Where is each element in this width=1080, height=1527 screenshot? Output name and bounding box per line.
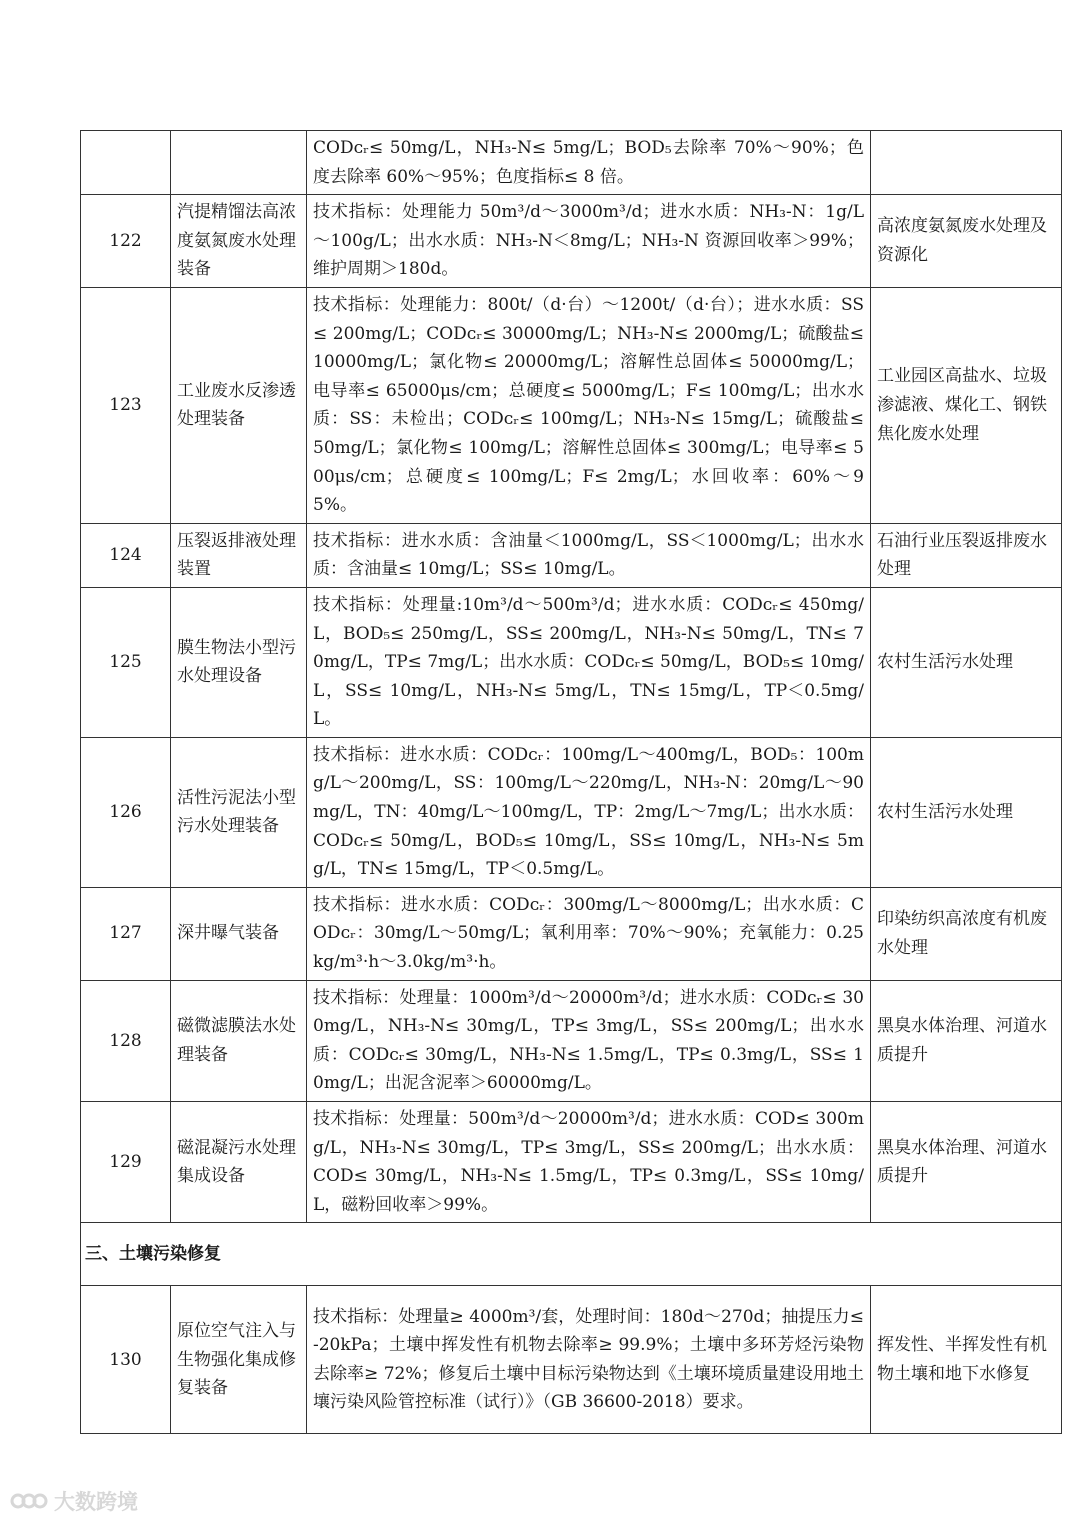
row-number-cell: 123	[81, 287, 171, 523]
section-header-row	[81, 1223, 1062, 1286]
equipment-name-cell: 工业废水反渗透处理装备	[171, 287, 307, 523]
table-row-124	[81, 523, 1062, 587]
table-row-129	[81, 1102, 1062, 1223]
watermark	[10, 1486, 138, 1516]
row-number-cell: 129	[81, 1102, 171, 1223]
equipment-name-cell: 压裂返排液处理装置	[171, 523, 307, 587]
row-number-cell: 124	[81, 523, 171, 587]
table-row-126	[81, 737, 1062, 887]
row-number-cell: 126	[81, 737, 171, 887]
watermark-logo-icon	[10, 1488, 48, 1514]
technical-spec-cell: 技术指标：进水水质：含油量＜1000mg/L，SS＜1000mg/L；出水水质：含油量≤ 10mg/L；SS≤ 10mg/L。	[307, 523, 871, 587]
application-cell: 农村生活污水处理	[871, 587, 1062, 737]
equipment-name-cell	[171, 131, 307, 195]
technical-spec-cell: 技术指标：处理能力：800t/（d·台）～1200t/（d·台）；进水水质：SS≤ 200mg/L；CODᴄᵣ≤ 30000mg/L；NH₃-N≤ 2000mg/L；硫酸盐≤ 10000mg/L；氯化物≤ 20000mg/L；溶解性总固体≤ 50000mg/L；电导率≤ 65000μs/cm；总硬度≤ 5000mg/L；F≤ 100mg/L；出水水质：SS：未检出；CODᴄᵣ≤ 100mg/L；NH₃-N≤ 15mg/L；硫酸盐≤ 50mg/L；氯化物≤ 100mg/L；溶解性总固体≤ 300mg/L；电导率≤ 500μs/cm；总硬度≤ 100mg/L；F≤ 2mg/L；水回收率：60%～95%。	[307, 287, 871, 523]
table-row-125	[81, 587, 1062, 737]
application-cell: 黑臭水体治理、河道水质提升	[871, 980, 1062, 1101]
application-cell	[871, 131, 1062, 195]
equipment-name-cell: 活性污泥法小型污水处理装备	[171, 737, 307, 887]
technical-spec-cell: 技术指标：进水水质：CODᴄᵣ：300mg/L～8000mg/L；出水水质：CODᴄᵣ：30mg/L～50mg/L；氧利用率：70%～90%；充氧能力：0.25kg/m³·h～3.0kg/m³·h。	[307, 887, 871, 980]
application-cell: 黑臭水体治理、河道水质提升	[871, 1102, 1062, 1223]
equipment-name-cell: 磁混凝污水处理集成设备	[171, 1102, 307, 1223]
application-cell: 工业园区高盐水、垃圾渗滤液、煤化工、钢铁焦化废水处理	[871, 287, 1062, 523]
section-title: 三、土壤污染修复	[81, 1223, 1062, 1286]
table-row-continued	[81, 131, 1062, 195]
table-row-128	[81, 980, 1062, 1101]
technical-spec-cell: 技术指标：处理能力 50m³/d～3000m³/d；进水水质：NH₃-N：1g/L～100g/L；出水水质：NH₃-N＜8mg/L；NH₃-N 资源回收率＞99%；维护周期＞180d。	[307, 195, 871, 288]
technical-spec-cell: 技术指标：进水水质：CODᴄᵣ：100mg/L～400mg/L，BOD₅：100mg/L～200mg/L，SS：100mg/L～220mg/L，NH₃-N：20mg/L～90mg/L，TN：40mg/L～100mg/L，TP：2mg/L～7mg/L；出水水质：CODᴄᵣ≤ 50mg/L，BOD₅≤ 10mg/L，SS≤ 10mg/L，NH₃-N≤ 5mg/L，TN≤ 15mg/L，TP＜0.5mg/L。	[307, 737, 871, 887]
technical-spec-cell: CODᴄᵣ≤ 50mg/L，NH₃-N≤ 5mg/L；BOD₅去除率 70%～90%；色度去除率 60%～95%；色度指标≤ 8 倍。	[307, 131, 871, 195]
application-cell: 印染纺织高浓度有机废水处理	[871, 887, 1062, 980]
equipment-name-cell: 汽提精馏法高浓度氨氮废水处理装备	[171, 195, 307, 288]
equipment-name-cell: 原位空气注入与生物强化集成修复装备	[171, 1286, 307, 1434]
table-row-123	[81, 287, 1062, 523]
application-cell: 石油行业压裂返排废水处理	[871, 523, 1062, 587]
table-row-122	[81, 195, 1062, 288]
technical-spec-cell: 技术指标：处理量：500m³/d～20000m³/d；进水水质：COD≤ 300mg/L，NH₃-N≤ 30mg/L，TP≤ 3mg/L，SS≤ 200mg/L；出水水质：COD≤ 30mg/L，NH₃-N≤ 1.5mg/L，TP≤ 0.3mg/L，SS≤ 10mg/L，磁粉回收率＞99%。	[307, 1102, 871, 1223]
technical-spec-cell: 技术指标：处理量：1000m³/d～20000m³/d；进水水质：CODᴄᵣ≤ 300mg/L，NH₃-N≤ 30mg/L，TP≤ 3mg/L，SS≤ 200mg/L；出水水质：CODᴄᵣ≤ 30mg/L，NH₃-N≤ 1.5mg/L，TP≤ 0.3mg/L，SS≤ 10mg/L；出泥含泥率＞60000mg/L。	[307, 980, 871, 1101]
equipment-name-cell: 磁微滤膜法水处理装备	[171, 980, 307, 1101]
table-body	[81, 131, 1062, 1434]
table-row-130	[81, 1286, 1062, 1434]
application-cell: 高浓度氨氮废水处理及资源化	[871, 195, 1062, 288]
row-number-cell: 128	[81, 980, 171, 1101]
row-number-cell: 122	[81, 195, 171, 288]
row-number-cell: 125	[81, 587, 171, 737]
technical-spec-cell: 技术指标：处理量:10m³/d～500m³/d；进水水质：CODᴄᵣ≤ 450mg/L，BOD₅≤ 250mg/L，SS≤ 200mg/L，NH₃-N≤ 50mg/L，TN≤ 70mg/L，TP≤ 7mg/L；出水水质：CODᴄᵣ≤ 50mg/L，BOD₅≤ 10mg/L，SS≤ 10mg/L，NH₃-N≤ 5mg/L，TN≤ 15mg/L，TP＜0.5mg/L。	[307, 587, 871, 737]
application-cell: 挥发性、半挥发性有机物土壤和地下水修复	[871, 1286, 1062, 1434]
table-row-127	[81, 887, 1062, 980]
row-number-cell	[81, 131, 171, 195]
row-number-cell: 127	[81, 887, 171, 980]
equipment-name-cell: 深井曝气装备	[171, 887, 307, 980]
equipment-name-cell: 膜生物法小型污水处理设备	[171, 587, 307, 737]
technical-spec-cell: 技术指标：处理量≥ 4000m³/套，处理时间：180d～270d；抽提压力≤ -20kPa；土壤中挥发性有机物去除率≥ 99.9%；土壤中多环芳烃污染物去除率≥ 72%；修复后土壤中目标污染物达到《土壤环境质量建设用地土壤污染风险管控标准（试行）》（GB 36600-2018）要求。	[307, 1286, 871, 1434]
equipment-catalog-table	[80, 130, 1062, 1434]
application-cell: 农村生活污水处理	[871, 737, 1062, 887]
row-number-cell: 130	[81, 1286, 171, 1434]
watermark-text: 大数跨境	[54, 1490, 138, 1514]
